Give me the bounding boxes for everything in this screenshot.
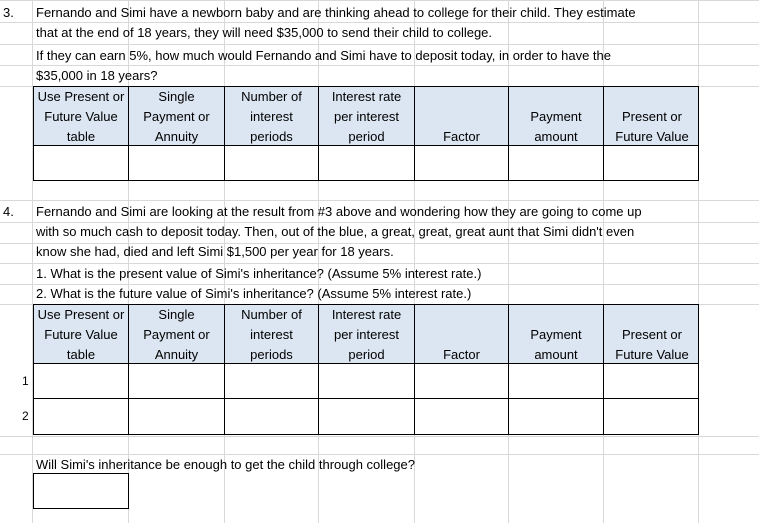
q4-r1-cell-periods[interactable]	[225, 364, 319, 398]
q3-cell-payment[interactable]	[509, 146, 604, 180]
q3-cell-table[interactable]	[34, 146, 129, 180]
q3-cell-type[interactable]	[129, 146, 225, 180]
q4-r1-cell-rate[interactable]	[319, 364, 415, 398]
q4-r2-cell-payment[interactable]	[509, 399, 604, 434]
header-interest-rate: Interest rate per interest period	[319, 87, 415, 145]
q3-number: 3.	[3, 5, 14, 20]
q3-cell-periods[interactable]	[225, 146, 319, 180]
q4-r1-cell-type[interactable]	[129, 364, 225, 398]
q3-cell-value[interactable]	[604, 146, 700, 180]
header-number-periods: Number of interest periods	[225, 305, 319, 363]
q4-answer-row-2	[33, 398, 699, 435]
header-number-periods: Number of interest periods	[225, 87, 319, 145]
header-present-future-table: Use Present or Future Value table	[34, 305, 129, 363]
q4-number: 4.	[3, 204, 14, 219]
q4-r2-cell-table[interactable]	[34, 399, 129, 434]
q3-table-header	[33, 86, 699, 146]
q3-text-line4: $35,000 in 18 years?	[36, 68, 158, 83]
q4-subquestion-2: 2. What is the future value of Simi's inheritance? (Assume 5% interest rate.)	[36, 286, 472, 301]
q4-r2-cell-value[interactable]	[604, 399, 700, 434]
header-single-payment-annuity: Single Payment or Annuity	[129, 305, 225, 363]
q4-text-line2: with so much cash to deposit today. Then, out of the blue, a great, great, great aunt that Simi didn't even	[36, 224, 635, 239]
q4-r2-cell-type[interactable]	[129, 399, 225, 434]
q4-r2-cell-rate[interactable]	[319, 399, 415, 434]
header-interest-rate: Interest rate per interest period	[319, 305, 415, 363]
final-question: Will Simi's inheritance be enough to get the child through college?	[36, 457, 415, 472]
q4-subquestion-1: 1. What is the present value of Simi's inheritance? (Assume 5% interest rate.)	[36, 266, 482, 281]
q4-r1-cell-value[interactable]	[604, 364, 700, 398]
q3-text-line3: If they can earn 5%, how much would Fernando and Simi have to deposit today, in order to have the	[36, 48, 611, 63]
q4-row2-label: 2	[22, 409, 29, 423]
header-payment-amount: Payment amount	[509, 87, 604, 145]
q3-text-line2: that at the end of 18 years, they will need $35,000 to send their child to college.	[36, 25, 493, 40]
q4-r1-cell-table[interactable]	[34, 364, 129, 398]
final-answer-cell[interactable]	[33, 473, 129, 509]
q3-text-line1: Fernando and Simi have a newborn baby and are thinking ahead to college for their child. They estimate	[36, 5, 636, 20]
q4-text-line3: know she had, died and left Simi $1,500 per year for 18 years.	[36, 244, 394, 259]
q4-r2-cell-factor[interactable]	[415, 399, 509, 434]
q3-cell-factor[interactable]	[415, 146, 509, 180]
q3-answer-row	[33, 145, 699, 181]
q4-text-line1: Fernando and Simi are looking at the result from #3 above and wondering how they are going to come up	[36, 204, 642, 219]
header-present-future-table: Use Present or Future Value table	[34, 87, 129, 145]
header-factor: Factor	[415, 87, 509, 145]
header-present-future-value: Present or Future Value	[615, 109, 689, 144]
q4-row1-label: 1	[22, 374, 29, 388]
header-present-future-value: Present or Future Value	[615, 327, 689, 362]
q4-table-header	[33, 304, 699, 364]
header-single-payment-annuity: Single Payment or Annuity	[129, 87, 225, 145]
q4-r1-cell-payment[interactable]	[509, 364, 604, 398]
header-payment-amount: Payment amount	[509, 305, 604, 363]
q4-answer-row-1	[33, 363, 699, 399]
header-factor: Factor	[415, 305, 509, 363]
q3-cell-rate[interactable]	[319, 146, 415, 180]
q4-r2-cell-periods[interactable]	[225, 399, 319, 434]
q4-r1-cell-factor[interactable]	[415, 364, 509, 398]
